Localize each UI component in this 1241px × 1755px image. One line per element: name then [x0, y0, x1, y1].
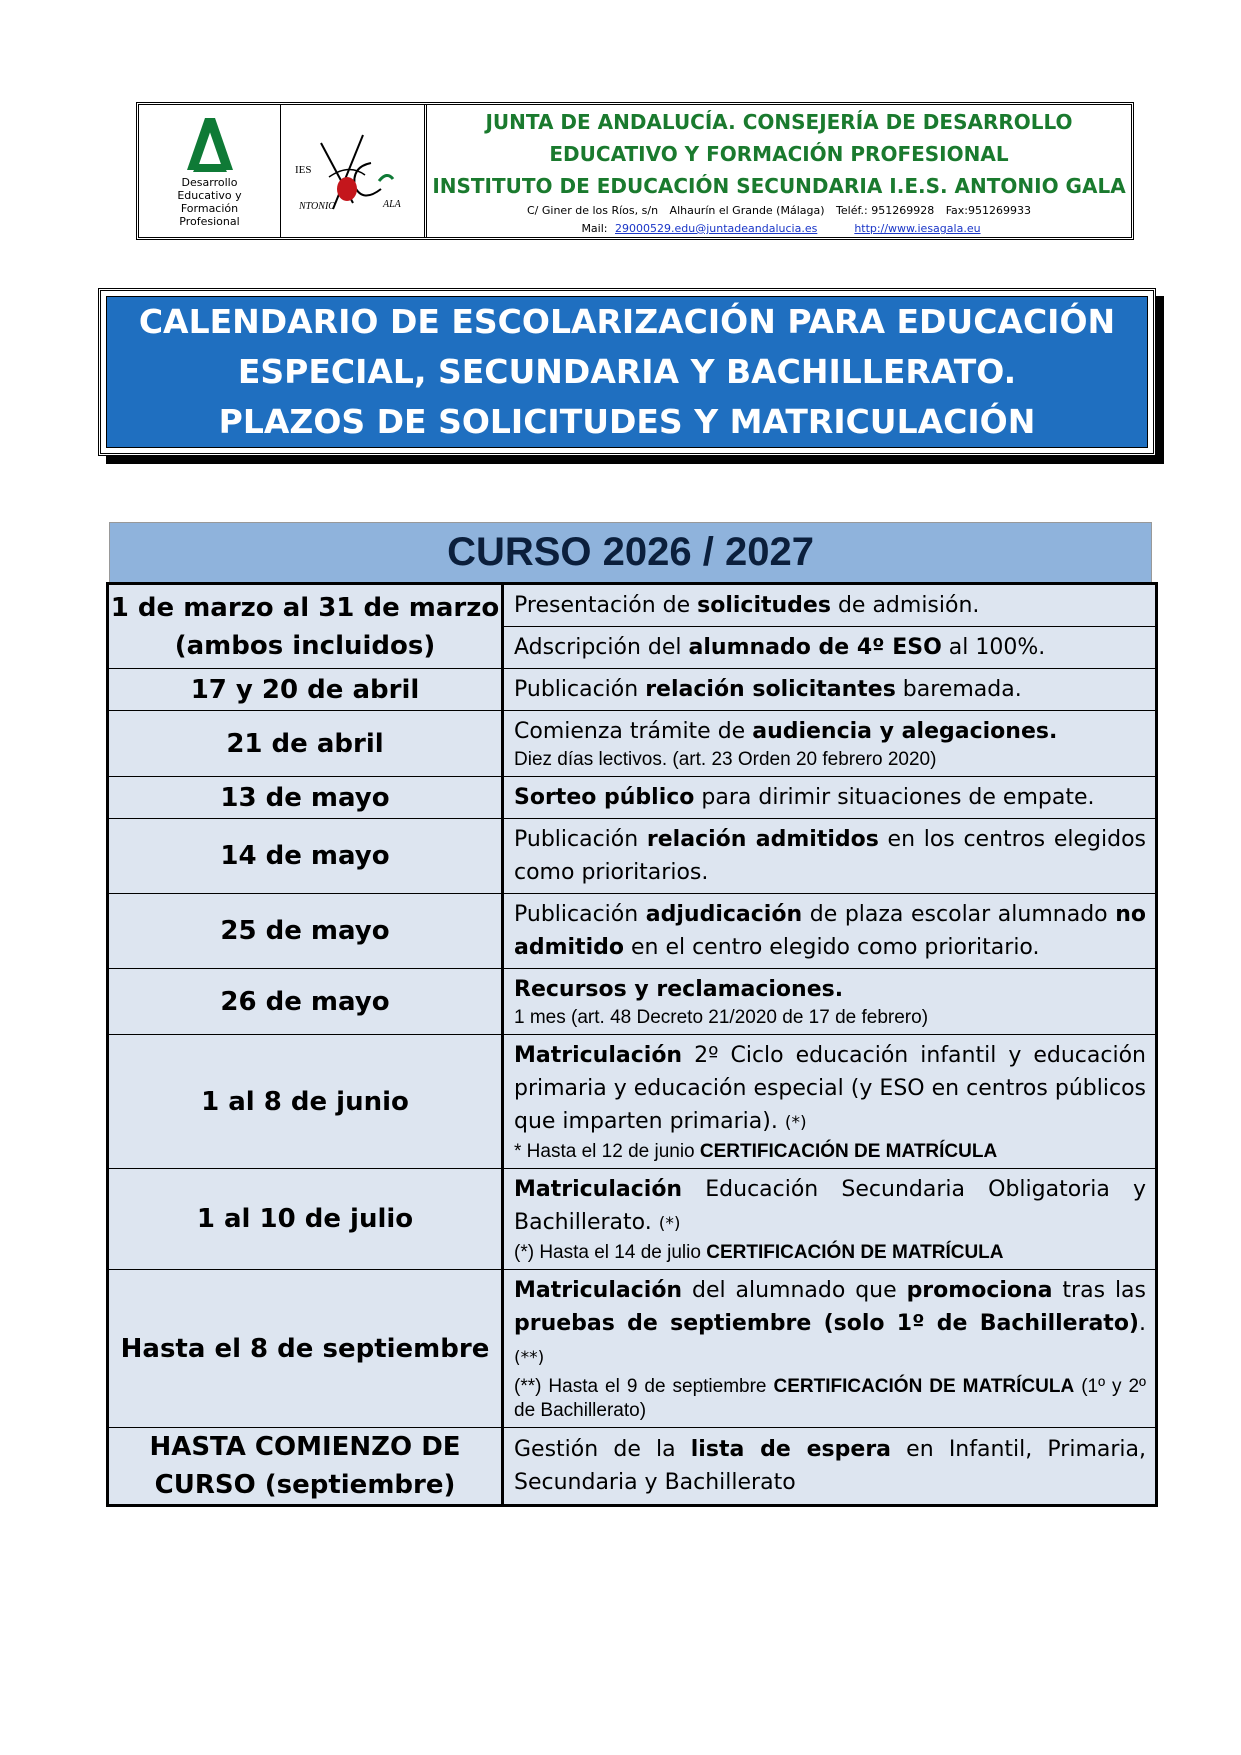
- description-cell: [503, 894, 1157, 969]
- junta-andalucia-logo-icon: [183, 114, 237, 174]
- text: Presentación de: [514, 593, 698, 618]
- text: (*): [784, 1113, 807, 1133]
- town: Alhaurín el Grande (Málaga): [669, 204, 825, 217]
- note: 1 mes (art. 48 Decreto 21/2020 de 17 de febrero): [514, 1007, 929, 1028]
- bold-text: relación admitidos: [646, 827, 879, 852]
- description-cell: [503, 584, 1157, 627]
- bold-text: Recursos y reclamaciones.: [514, 977, 844, 1002]
- fax: Fax:951269933: [945, 204, 1031, 217]
- svg-text:IES: IES: [294, 164, 311, 176]
- text: al 100%.: [941, 635, 1046, 660]
- bold-text: alumnado de 4º ESO: [688, 635, 942, 660]
- text: Comienza trámite de: [514, 719, 753, 744]
- note: Diez días lectivos. (art. 23 Orden 20 febrero 2020): [514, 749, 937, 770]
- svg-text:NTONIO: NTONIO: [298, 201, 335, 212]
- table-row: [108, 894, 1157, 969]
- website-link[interactable]: http://www.iesagala.eu: [854, 222, 981, 235]
- course-year: CURSO 2026 / 2027: [447, 530, 814, 574]
- text: Adscripción del: [514, 635, 689, 660]
- note: [514, 1375, 1146, 1423]
- junta-logo-line: Educativo y: [177, 189, 242, 202]
- description-cell: [503, 669, 1157, 711]
- bold-text: adjudicación: [645, 902, 803, 927]
- date-cell: Hasta el 8 de septiembre: [108, 1270, 503, 1428]
- date-cell: HASTA COMIENZO DE CURSO (septiembre): [108, 1428, 503, 1506]
- description-cell: [503, 819, 1157, 894]
- date-cell: 13 de mayo: [108, 777, 503, 819]
- text: Educación Secundaria Obligatoria y Bachillerato.: [514, 1177, 1146, 1235]
- table-row: [108, 777, 1157, 819]
- junta-logo-line: Profesional: [179, 215, 240, 228]
- calendar: [106, 522, 1158, 1507]
- bold-text: Sorteo público: [514, 785, 695, 810]
- text: Publicación: [514, 827, 647, 852]
- table-row: [108, 819, 1157, 894]
- description-cell: [503, 1428, 1157, 1506]
- document-title-frame: [98, 288, 1156, 456]
- date-cell: 17 y 20 de abril: [108, 669, 503, 711]
- text: Publicación: [514, 902, 646, 927]
- text: * Hasta el 12 de junio: [514, 1141, 700, 1162]
- bold-text: no admitido: [514, 902, 1146, 960]
- text: de plaza escolar alumnado: [802, 902, 1116, 927]
- text: en los centros elegidos como prioritarios.: [514, 827, 1146, 885]
- text: 2º Ciclo educación infantil y educación primaria y educación especial (y ESO en centros públicos que imparten primaria).: [514, 1043, 1146, 1134]
- institution-address: [523, 202, 1035, 220]
- bold-text: relación solicitantes: [645, 677, 896, 702]
- description-cell: [503, 969, 1157, 1035]
- letterhead: [136, 102, 1134, 240]
- bold-text: Matriculación: [514, 1177, 683, 1202]
- bold-text: promociona: [906, 1278, 1053, 1303]
- junta-logo: [139, 105, 281, 237]
- calendar-table: [106, 582, 1158, 1507]
- description-cell: [503, 1035, 1157, 1169]
- table-row: [108, 969, 1157, 1035]
- description-cell: [503, 777, 1157, 819]
- note: [514, 1140, 1146, 1164]
- text: del alumnado que: [682, 1278, 907, 1303]
- text: (1º y 2º de Bachillerato): [514, 1376, 1147, 1421]
- date-cell: 1 al 10 de julio: [108, 1169, 503, 1270]
- email-link[interactable]: 29000529.edu@juntadeandalucia.es: [615, 222, 818, 235]
- note: [514, 1241, 1146, 1265]
- institution-line: EDUCATIVO Y FORMACIÓN PROFESIONAL: [549, 142, 1009, 166]
- bold-text: CERTIFICACIÓN DE MATRÍCULA: [773, 1376, 1075, 1397]
- text: en el centro elegido como prioritario.: [623, 935, 1040, 960]
- date-cell: 21 de abril: [108, 711, 503, 777]
- title-line: CALENDARIO DE ESCOLARIZACIÓN PARA EDUCACIÓN: [138, 302, 1116, 341]
- svg-text:ALA: ALA: [382, 199, 401, 210]
- street-address: C/ Giner de los Ríos, s/n: [527, 204, 659, 217]
- date-cell: 1 al 8 de junio: [108, 1035, 503, 1169]
- table-row: [108, 711, 1157, 777]
- bold-text: Matriculación: [514, 1278, 683, 1303]
- text: baremada.: [895, 677, 1022, 702]
- bold-text: solicitudes: [697, 593, 831, 618]
- bold-text: CERTIFICACIÓN DE MATRÍCULA: [699, 1141, 998, 1162]
- document-title: [106, 296, 1148, 448]
- bold-text: Matriculación: [514, 1043, 683, 1068]
- text: (*): [658, 1214, 681, 1234]
- date-cell: 1 de marzo al 31 de marzo (ambos incluidos): [108, 584, 503, 669]
- text: .: [1139, 1311, 1146, 1336]
- description-cell: [503, 627, 1157, 669]
- text: para dirimir situaciones de empate.: [694, 785, 1095, 810]
- description-cell: [503, 1270, 1157, 1428]
- date-cell: 25 de mayo: [108, 894, 503, 969]
- junta-logo-line: Formación: [180, 202, 239, 215]
- junta-logo-line: Desarrollo: [181, 176, 238, 189]
- mail-label: Mail:: [581, 222, 608, 235]
- institution-contact: [577, 220, 980, 238]
- ies-antonio-gala-logo-icon: [293, 123, 413, 219]
- bold-text: audiencia y alegaciones.: [752, 719, 1058, 744]
- text: en Infantil, Primaria, Secundaria y Bachillerato: [514, 1437, 1147, 1495]
- text: (**): [514, 1348, 545, 1368]
- title-line: ESPECIAL, SECUNDARIA Y BACHILLERATO.: [237, 352, 1017, 391]
- institution-line: INSTITUTO DE EDUCACIÓN SECUNDARIA I.E.S. ANTONIO GALA: [432, 174, 1126, 198]
- bold-text: lista de espera: [690, 1437, 892, 1462]
- text: (**) Hasta el 9 de septiembre: [514, 1376, 774, 1397]
- description-cell: [503, 1169, 1157, 1270]
- text: Publicación: [514, 677, 646, 702]
- text: Gestión de la: [514, 1437, 691, 1462]
- bold-text: pruebas de septiembre (solo 1º de Bachillerato): [514, 1311, 1139, 1336]
- date-cell: 26 de mayo: [108, 969, 503, 1035]
- calendar-heading: [109, 522, 1152, 582]
- table-row: [108, 669, 1157, 711]
- table-row: [108, 584, 1157, 627]
- table-row: [108, 1270, 1157, 1428]
- text: (*) Hasta el 14 de julio: [514, 1242, 707, 1263]
- table-row: [108, 1428, 1157, 1506]
- institution-line: JUNTA DE ANDALUCÍA. CONSEJERÍA DE DESARROLLO: [485, 110, 1073, 134]
- institution-info: [427, 105, 1131, 237]
- phone: Teléf.: 951269928: [836, 204, 935, 217]
- table-row: [108, 1035, 1157, 1169]
- bold-text: CERTIFICACIÓN DE MATRÍCULA: [706, 1242, 1004, 1263]
- text: tras las: [1052, 1278, 1146, 1303]
- description-cell: [503, 711, 1157, 777]
- title-line: PLAZOS DE SOLICITUDES Y MATRICULACIÓN: [218, 402, 1036, 441]
- date-cell: 14 de mayo: [108, 819, 503, 894]
- table-row: [108, 1169, 1157, 1270]
- text: de admisión.: [830, 593, 980, 618]
- school-logo: [281, 105, 427, 237]
